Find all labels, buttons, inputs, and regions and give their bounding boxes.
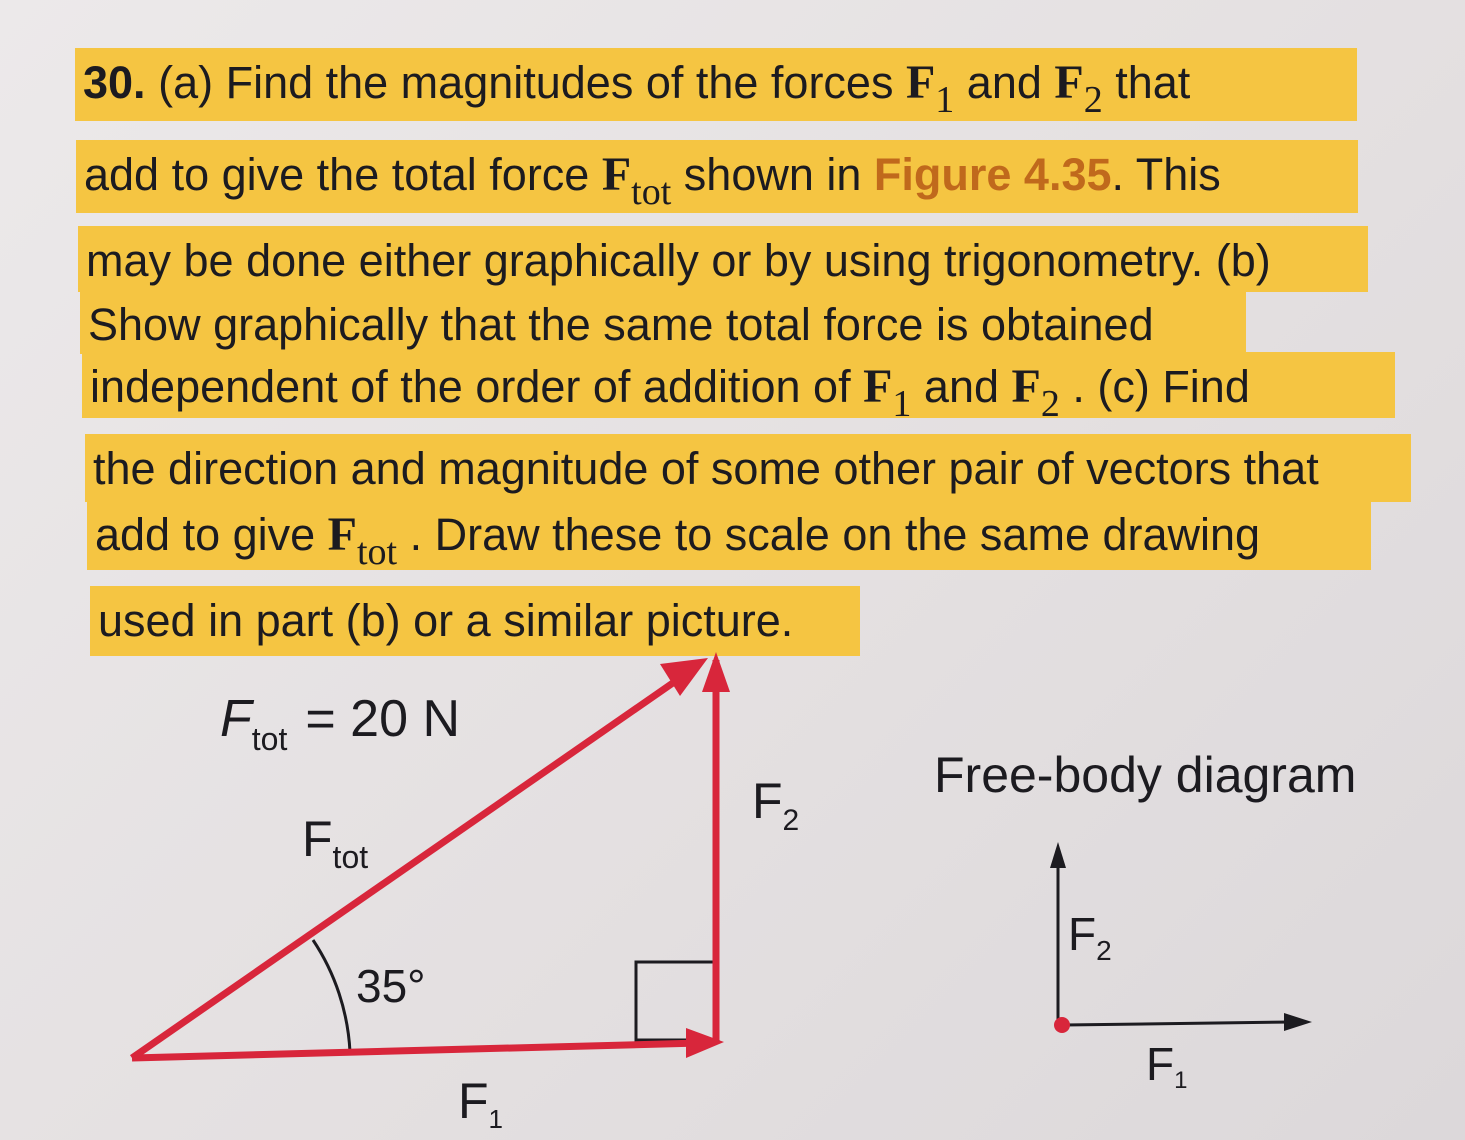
text-run: Show graphically that the same total force is obtained <box>88 299 1154 350</box>
text-run: (a) Find the magnitudes of the forces <box>158 57 906 108</box>
f1-label: $F_1$ <box>458 1073 504 1134</box>
text-run: shown in <box>671 149 874 200</box>
text-run: add to give the total force <box>84 149 602 200</box>
text-run: and <box>911 361 1012 412</box>
fbd-f1-arrowhead <box>1284 1013 1312 1031</box>
text-run: and <box>954 57 1055 108</box>
vector-symbol: F <box>863 360 893 413</box>
vector-symbol: F <box>327 508 357 561</box>
text-run: . (c) Find <box>1059 361 1250 412</box>
ftot-value-label: $F_{tot} = 20$ N <box>220 690 460 757</box>
text-run: add to give <box>95 509 328 560</box>
text-run: . This <box>1111 149 1221 200</box>
vector-symbol: F <box>1011 360 1041 413</box>
text-run: used in part (b) or a similar picture. <box>98 595 794 646</box>
f2-label: $F_2$ <box>752 773 800 837</box>
fbd-point-mass <box>1054 1017 1070 1033</box>
text-run: . Draw these to scale on the same drawing <box>397 509 1261 560</box>
angle-arc <box>313 940 350 1052</box>
text-run: may be done either graphically or by using trigonometry. (b) <box>86 235 1271 286</box>
vector-symbol: F <box>1054 56 1084 109</box>
fbd-title: Free-body diagram <box>934 747 1357 803</box>
fbd-f2-label: $F_2$ <box>1068 908 1112 966</box>
vector-subscript: 2 <box>1040 383 1060 425</box>
right-angle-marker <box>636 962 718 1040</box>
fbd-f1-vector <box>1064 1022 1292 1025</box>
angle-label: 35° <box>356 960 426 1012</box>
vector-subscript: 1 <box>892 383 912 425</box>
f2-arrowhead <box>702 652 730 692</box>
fbd-f2-arrowhead <box>1050 842 1066 868</box>
f1-vector <box>132 1043 700 1058</box>
vector-subscript: tot <box>357 531 398 573</box>
problem-number: 30. <box>83 57 146 108</box>
vector-symbol: F <box>905 56 936 109</box>
vector-subscript: 2 <box>1083 79 1103 121</box>
vector-subscript: 1 <box>935 79 955 121</box>
text-run: that <box>1102 57 1191 108</box>
vector-symbol: F <box>601 148 632 201</box>
text-run: the direction and magnitude of some other pair of vectors that <box>93 443 1319 494</box>
vector-subscript: tot <box>631 171 672 213</box>
text-run: independent of the order of addition of <box>90 361 864 412</box>
fbd-f1-label: F1 <box>1146 1038 1188 1094</box>
ftot-hyp-label: $F_{tot}$ <box>302 811 369 875</box>
figure-reference-link[interactable]: Figure 4.35 <box>873 149 1112 200</box>
